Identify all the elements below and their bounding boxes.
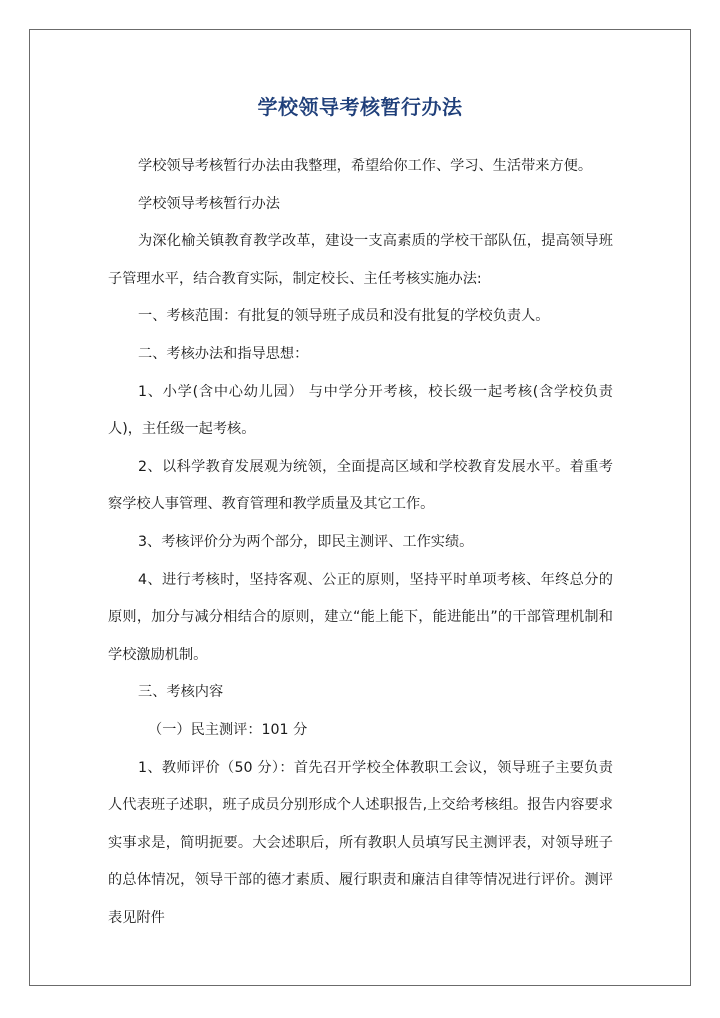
- method-item-2: 2、以科学教育发展观为统领，全面提高区域和学校教育发展水平。着重考察学校人事管理、教育管理和教学质量及其它工作。: [108, 458, 613, 513]
- section-content-heading: 三、考核内容: [138, 684, 224, 701]
- section-method-heading: 二、考核办法和指导思想：: [138, 345, 309, 362]
- subsection-democratic-evaluation: （一）民主测评：101 分: [148, 721, 308, 738]
- teacher-evaluation-paragraph: 1、教师评价（50 分）：首先召开学校全体教职工会议，领导班子主要负责人代表班子述职，班子成员分别形成个人述职报告,上交给考核组。报告内容要求实事求是，简明扼要。大会述职后，所有教职人员填写民主测评表，对领导班子的总体情况，领导干部的德才素质、履行职责和廉洁自律等情况进行评价。测评表见附件: [108, 759, 613, 926]
- section-scope: 一、考核范围：有批复的领导班子成员和没有批复的学校负责人。: [138, 308, 550, 325]
- document-title: 学校领导考核暂行办法: [257, 95, 463, 119]
- purpose-paragraph: 为深化榆关镇教育教学改革，建设一支高素质的学校干部队伍，提高领导班子管理水平，结合教育实际，制定校长、主任考核实施办法:: [108, 233, 613, 287]
- document-body: [108, 148, 613, 937]
- method-item-3: 3、考核评价分为两个部分，即民主测评、工作实绩。: [138, 533, 474, 550]
- method-item-4: 4、进行考核时，坚持客观、公正的原则，坚持平时单项考核、年终总分的原则，加分与减分相结合的原则，建立“能上能下，能进能出”的干部管理机制和学校激励机制。: [108, 571, 613, 663]
- intro-paragraph: 学校领导考核暂行办法由我整理，希望给你工作、学习、生活带来方便。: [138, 158, 593, 174]
- subtitle-paragraph: 学校领导考核暂行办法: [138, 195, 280, 212]
- method-item-1: 1、小学(含中心幼儿园） 与中学分开考核，校长级一起考核(含学校负责人)，主任级一起考核。: [108, 383, 613, 438]
